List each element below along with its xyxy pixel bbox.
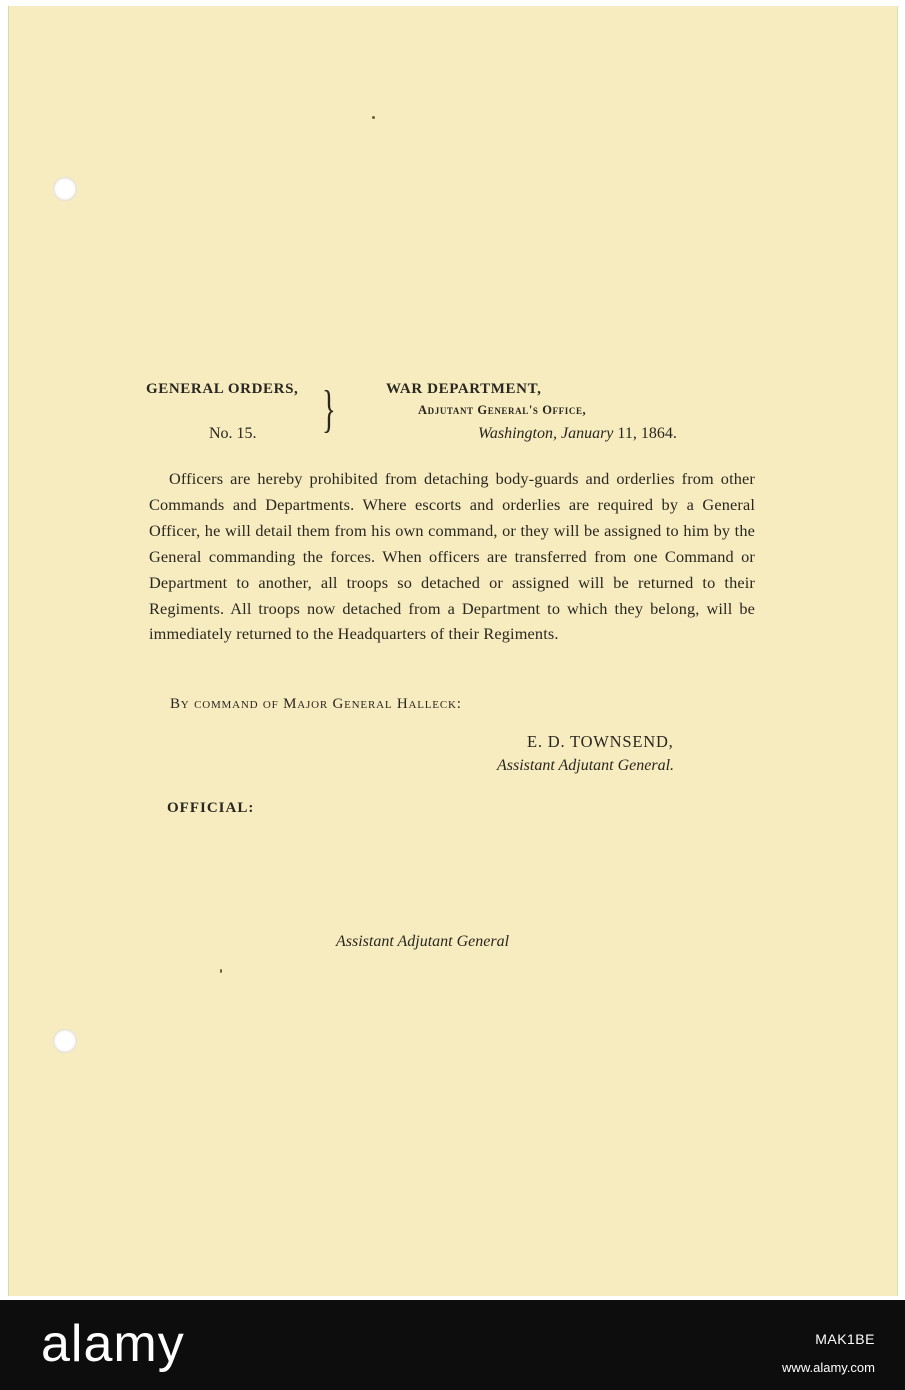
- official-label: OFFICIAL:: [167, 800, 255, 816]
- order-title: GENERAL ORDERS,: [146, 381, 299, 397]
- place-date: [478, 425, 677, 443]
- department-name: WAR DEPARTMENT,: [386, 381, 542, 397]
- date-text: 11, 1864.: [613, 425, 677, 442]
- paper-speck: [220, 969, 222, 973]
- signer-title: Assistant Adjutant General.: [497, 757, 675, 774]
- by-command-line: By command of Major General Halleck:: [170, 696, 462, 712]
- paper-speck: [372, 116, 375, 119]
- alamy-logo: alamy: [41, 1315, 185, 1373]
- document-page: [8, 6, 898, 1296]
- order-number: No. 15.: [209, 425, 257, 442]
- place-text: Washington, January: [478, 425, 614, 442]
- punch-hole: [53, 177, 77, 201]
- office-name: Adjutant General's Office,: [418, 403, 587, 417]
- bottom-signature-line: Assistant Adjutant General: [336, 933, 510, 950]
- signer-name: E. D. TOWNSEND,: [527, 732, 674, 751]
- image-id: MAK1BE: [815, 1331, 875, 1347]
- stock-photo-footer: [0, 1300, 905, 1390]
- punch-hole: [53, 1029, 77, 1053]
- stock-url: www.alamy.com: [782, 1360, 875, 1375]
- header-brace: }: [322, 381, 336, 438]
- order-body-paragraph: Officers are hereby prohibited from detaching body-guards and orderlies from other Commands and Departments. Where escorts and orderlies are required by a General Officer, he will detail them from his own command, or they will be assigned to him by the General commanding the forces. When officers are transferred from one Command or Department to another, all troops so detached or assigned will be returned to their Regiments. All troops now detached from a Department to which they belong, will be immediately returned to the Headquarters of their Regiments.: [149, 469, 755, 644]
